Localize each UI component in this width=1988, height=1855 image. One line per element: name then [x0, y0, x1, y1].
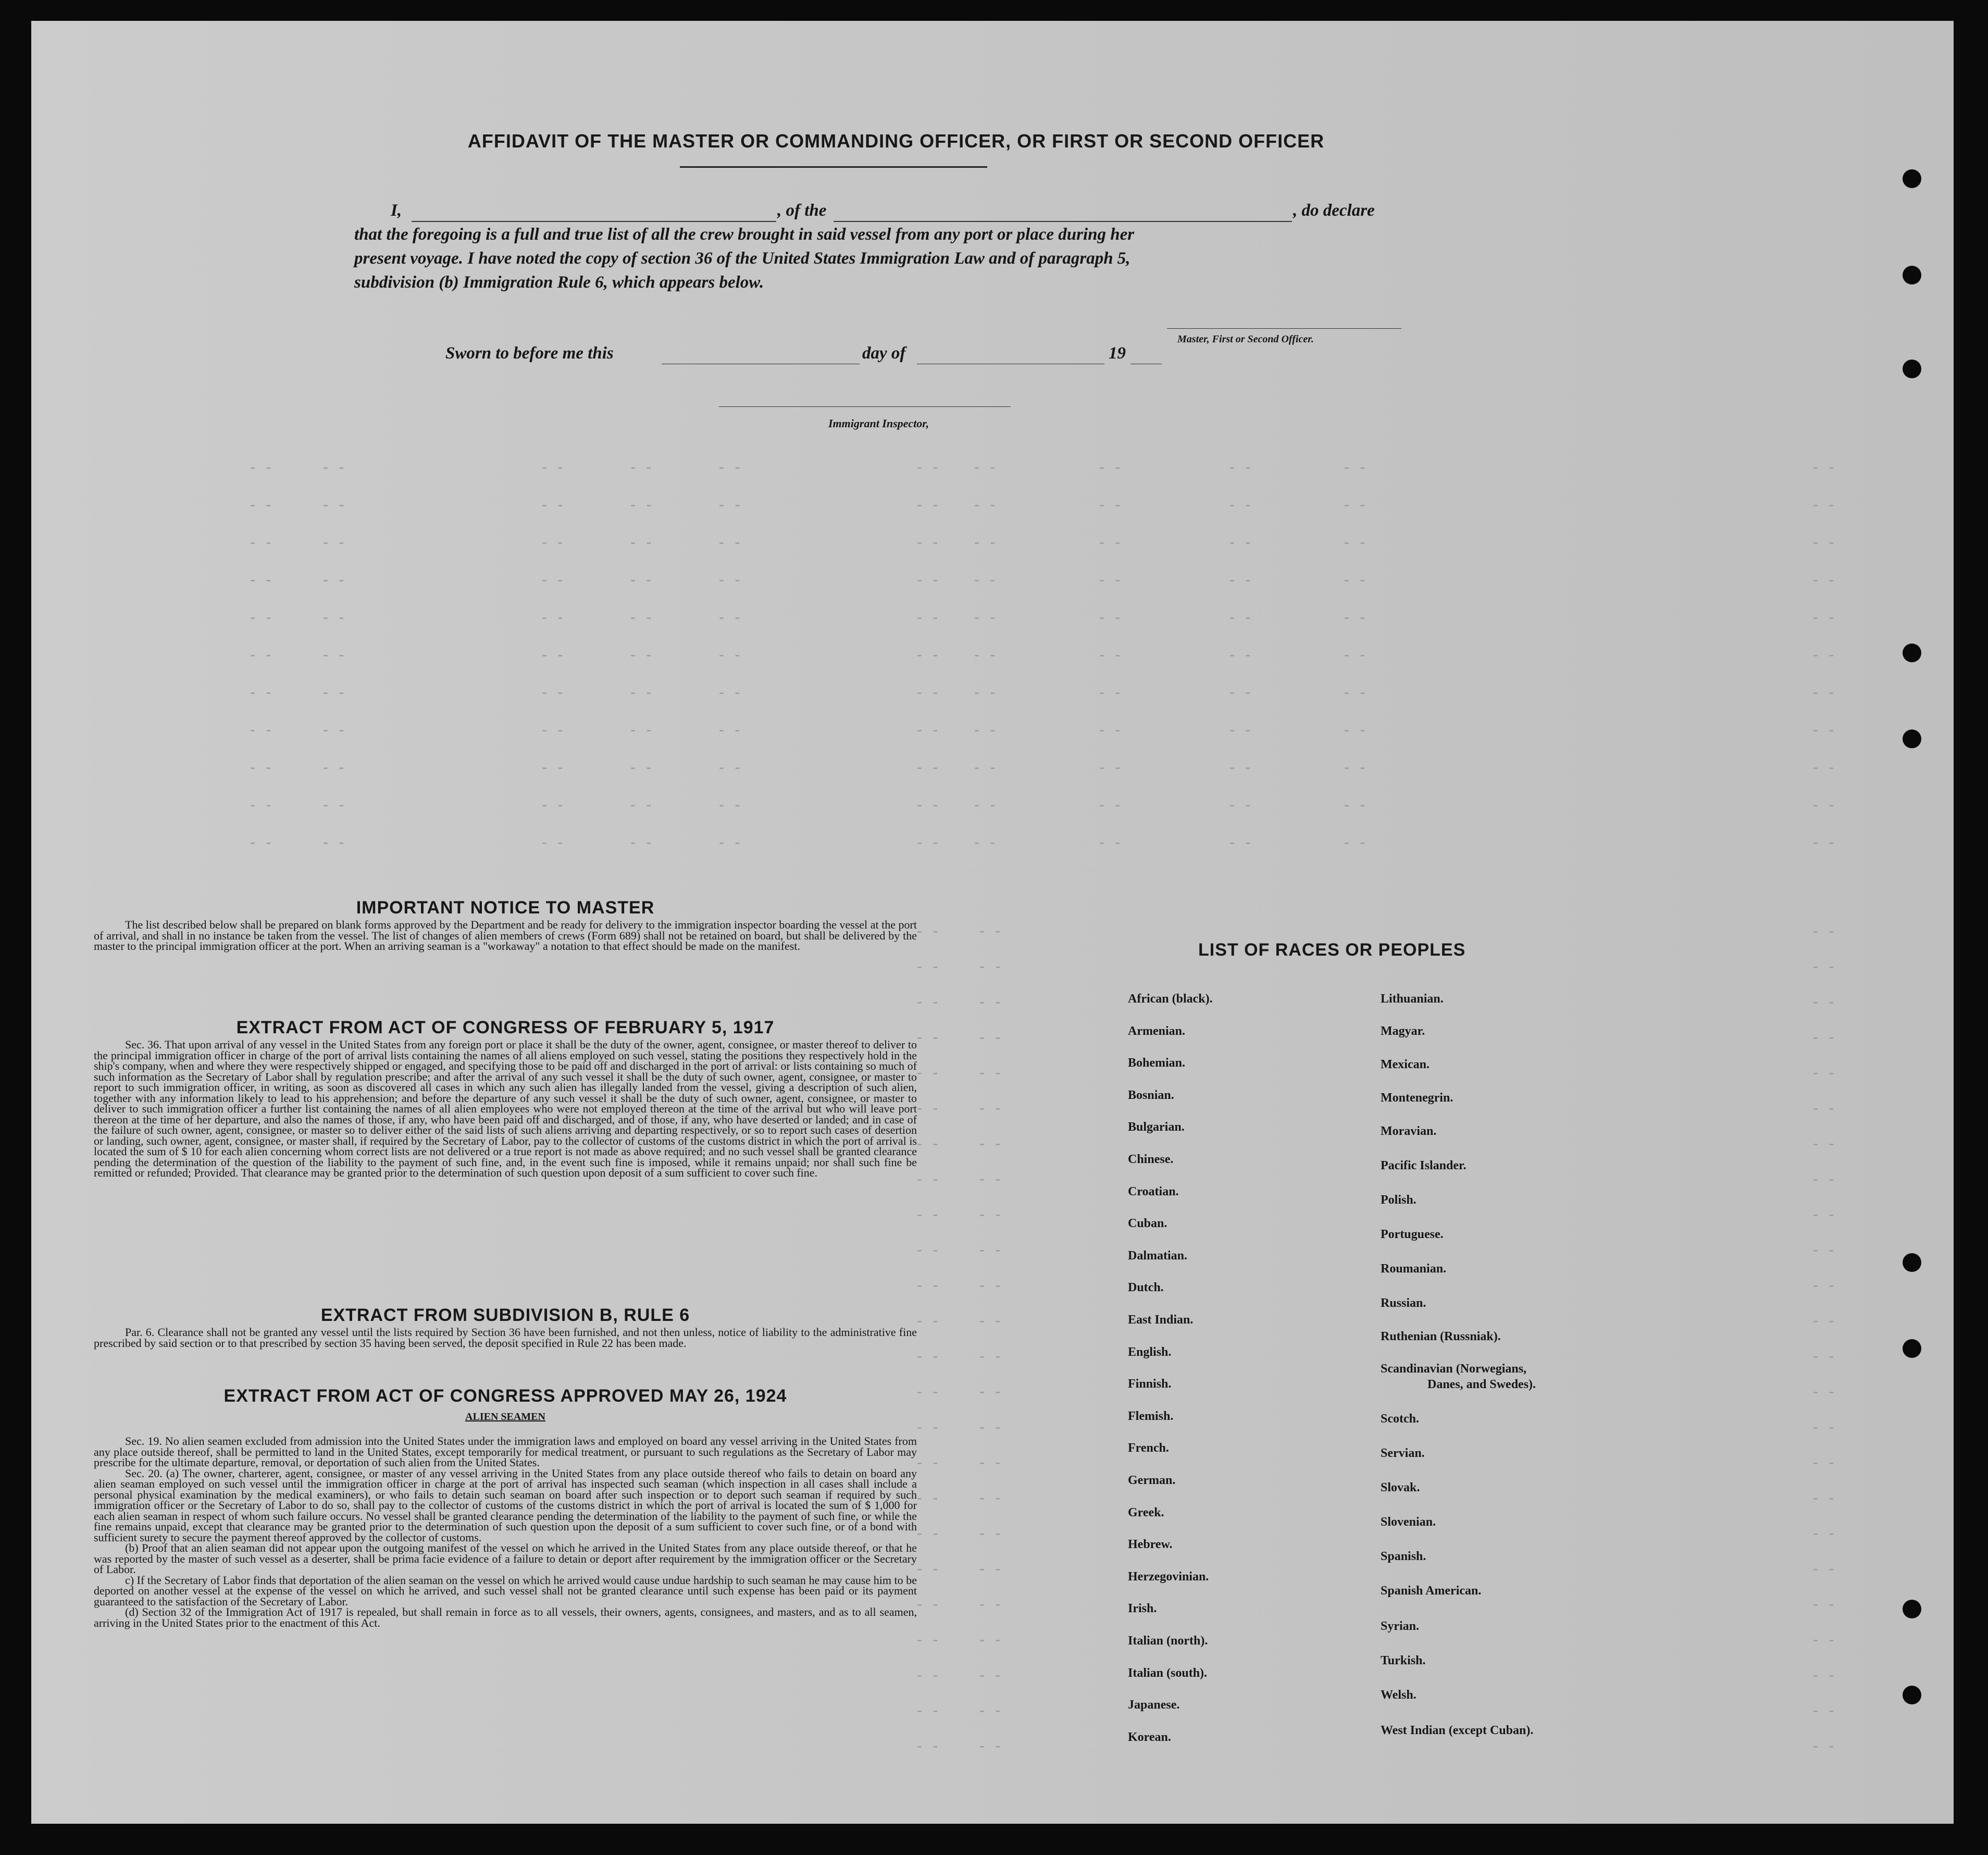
race-entry: Scandinavian (Norwegians, [1381, 1362, 1527, 1376]
ditto-mark: - - [979, 1383, 1004, 1400]
binder-hole [1903, 266, 1921, 285]
ditto-mark: - - [630, 721, 655, 738]
race-entry: Herzegovinian. [1128, 1569, 1209, 1584]
ditto-mark: - - [979, 1737, 1004, 1754]
of-the-text: , of the [777, 201, 827, 220]
race-entry: Bulgarian. [1128, 1120, 1185, 1134]
race-entry: Roumanian. [1381, 1262, 1447, 1276]
ditto-mark: - - [1099, 534, 1124, 551]
ditto-mark: - - [630, 646, 655, 663]
ditto-mark: - - [979, 1560, 1004, 1577]
ditto-mark: - - [979, 1631, 1004, 1648]
ditto-mark: - - [1344, 796, 1369, 813]
ditto-mark: - - [979, 1029, 1004, 1046]
binder-hole [1903, 644, 1921, 662]
ditto-mark: - - [630, 496, 655, 513]
ditto-mark: - - [250, 834, 275, 851]
ditto-mark: - - [974, 646, 999, 663]
ditto-mark: - - [1229, 796, 1254, 813]
title-rule [680, 166, 987, 168]
ditto-mark: - - [719, 796, 743, 813]
ditto-mark: - - [719, 571, 743, 588]
ditto-mark: - - [917, 1596, 941, 1613]
ditto-mark: - - [917, 958, 941, 975]
ditto-mark: - - [719, 459, 743, 476]
ditto-mark: - - [1229, 571, 1254, 588]
ditto-mark: - - [979, 1347, 1004, 1365]
race-entry: Syrian. [1381, 1619, 1420, 1633]
ditto-mark: - - [1813, 1277, 1837, 1294]
race-entry: Finnish. [1128, 1377, 1172, 1391]
race-entry: Mexican. [1381, 1058, 1430, 1071]
ditto-mark: - - [1813, 1206, 1837, 1223]
ditto-mark: - - [542, 834, 566, 851]
ditto-mark: - - [542, 609, 566, 626]
ditto-mark: - - [1813, 1737, 1837, 1754]
ditto-mark: - - [979, 1596, 1004, 1613]
ditto-mark: - - [250, 646, 275, 663]
race-entry: Dalmatian. [1128, 1248, 1187, 1263]
document-page [31, 21, 1954, 1824]
ditto-mark: - - [979, 1525, 1004, 1542]
ditto-mark: - - [917, 1064, 941, 1081]
binder-hole [1903, 1339, 1921, 1358]
sec19-text: Sec. 19. No alien seamen excluded from admission into the United States under the immigration laws and employed on board any vessel arriving in the United States from any place outside thereof, shall be permitted to land in the United States, except temporarily for medical treatment, or pursuant to such regulations as the Secretary of Labor may prescribe for the ultimate departure, removal, or deportation of such alien from the United States. [94, 1434, 917, 1469]
ditto-mark: - - [719, 721, 743, 738]
ditto-mark: - - [1813, 1170, 1837, 1188]
ditto-mark: - - [974, 796, 999, 813]
ditto-mark: - - [1813, 1454, 1837, 1471]
ditto-mark: - - [1813, 1064, 1837, 1081]
ditto-mark: - - [323, 796, 347, 813]
ditto-mark: - - [1099, 759, 1124, 776]
ditto-mark: - - [1344, 571, 1369, 588]
race-entry: Korean. [1128, 1730, 1171, 1744]
race-entry: French. [1128, 1441, 1169, 1455]
vessel-line [834, 221, 1292, 222]
ditto-mark: - - [979, 1241, 1004, 1258]
ditto-mark: - - [974, 721, 999, 738]
notice-text: The list described below shall be prepared on blank forms approved by the Department and be ready for delivery to the immigration inspector boarding the vessel at the port of arrival, and shall in no instance be taken from the vessel. The list of changes of alien members of crews (Form 689) shall not be retained on board, but shall be delivered by the master to the principal immigration officer at the port. When an arriving seaman is a "workaway" a notation to that effect should be made on the manifest. [94, 918, 917, 953]
ditto-mark: - - [979, 1702, 1004, 1719]
ditto-mark: - - [917, 496, 941, 513]
race-entry: Irish. [1128, 1602, 1157, 1616]
ditto-mark: - - [1813, 1418, 1837, 1436]
ditto-mark: - - [1813, 1631, 1837, 1648]
ditto-mark: - - [542, 534, 566, 551]
ditto-mark: - - [250, 571, 275, 588]
sec20c-text: c) If the Secretary of Labor finds that deportation of the alien seaman on the vessel on which he arrived would cause undue hardship to such seaman he may cause him to be deported on another vessel at the expense of the vessel on which he arrived, and such vessel shall not be granted clearance until such expense has been paid or its payment guaranteed to the satisfaction of the Secretary of Labor. [94, 1573, 917, 1608]
ditto-mark: - - [542, 721, 566, 738]
ditto-mark: - - [1344, 496, 1369, 513]
ditto-mark: - - [1813, 1702, 1837, 1719]
ditto-mark: - - [1813, 834, 1837, 851]
race-entry: Russian. [1381, 1296, 1426, 1310]
ditto-mark: - - [917, 1312, 941, 1329]
ditto-mark: - - [979, 1170, 1004, 1188]
ditto-mark: - - [974, 534, 999, 551]
ditto-mark: - - [917, 834, 941, 851]
ditto-mark: - - [979, 922, 1004, 939]
ditto-mark: - - [917, 1277, 941, 1294]
ditto-mark: - - [917, 1135, 941, 1152]
ditto-mark: - - [250, 721, 275, 738]
ditto-mark: - - [917, 1631, 941, 1648]
ditto-mark: - - [917, 1206, 941, 1223]
race-entry: Chinese. [1128, 1153, 1174, 1166]
ditto-mark: - - [542, 796, 566, 813]
ditto-mark: - - [917, 1737, 941, 1754]
race-entry: Hebrew. [1128, 1538, 1173, 1552]
ditto-mark: - - [1229, 646, 1254, 663]
ditto-mark: - - [1813, 1489, 1837, 1506]
rule6-block [94, 1327, 917, 1349]
ditto-mark: - - [323, 721, 347, 738]
ditto-mark: - - [1099, 721, 1124, 738]
ditto-mark: - - [1099, 796, 1124, 813]
extract-1917-title: EXTRACT FROM ACT OF CONGRESS OF FEBRUARY 5, 1917 [236, 1018, 775, 1037]
ditto-mark: - - [1099, 571, 1124, 588]
ditto-mark: - - [250, 796, 275, 813]
ditto-mark: - - [917, 534, 941, 551]
race-entry: East Indian. [1128, 1313, 1194, 1327]
ditto-mark: - - [979, 1099, 1004, 1117]
sec20a-text: Sec. 20. (a) The owner, charterer, agent, consignee, or master of any vessel arriving in the United States from any place outside thereof who fails to detain on board any alien seaman employed on such vessel until the immigration officer in charge at the port of arrival has inspected such seaman (which inspection in all cases shall include a personal physical examination by the medical examiners), or who fails to detain such seaman on board after such inspection or to deport such seaman if required by such immigration officer or the Secretary of Labor to do so, shall pay to the collector of customs of the customs district in which the port of arrival is located the sum of $ 1,000 for each alien seaman in respect of whom such failure occurs. No vessel shall be granted clearance pending the determination of the liability to the payment of such fine, or while the fine remains unpaid, except that clearance may be granted prior to the determination of such question upon the deposit of a sum sufficient to cover such fine, or of a bond with sufficient surety to secure the payment thereof approved by the collector of customs. [94, 1466, 917, 1544]
ditto-mark: - - [542, 759, 566, 776]
notice-block [94, 920, 917, 952]
ditto-mark: - - [1344, 609, 1369, 626]
ditto-mark: - - [917, 1702, 941, 1719]
ditto-mark: - - [719, 684, 743, 701]
ditto-mark: - - [630, 759, 655, 776]
ditto-mark: - - [979, 1135, 1004, 1152]
sec20d-text: (d) Section 32 of the Immigration Act of 1917 is repealed, but shall remain in force as to all vessels, their owners, agents, consignees, and masters, and as to all seamen, arriving in the United States prior to the enactment of this Act. [94, 1605, 917, 1629]
binder-hole [1903, 169, 1921, 188]
ditto-mark: - - [917, 993, 941, 1010]
ditto-mark: - - [323, 459, 347, 476]
ditto-mark: - - [323, 496, 347, 513]
race-entry: West Indian (except Cuban). [1381, 1724, 1534, 1737]
ditto-mark: - - [1229, 759, 1254, 776]
ditto-mark: - - [1813, 993, 1837, 1010]
race-entry: Ruthenian (Russniak). [1381, 1330, 1501, 1343]
ditto-mark: - - [917, 1383, 941, 1400]
ditto-mark: - - [917, 1560, 941, 1577]
ditto-mark: - - [1813, 459, 1837, 476]
ditto-mark: - - [719, 534, 743, 551]
ditto-mark: - - [1813, 759, 1837, 776]
ditto-mark: - - [542, 646, 566, 663]
extract-1924-title: EXTRACT FROM ACT OF CONGRESS APPROVED MAY 26, 1924 [223, 1386, 787, 1406]
ditto-mark: - - [1099, 459, 1124, 476]
ditto-mark: - - [1344, 721, 1369, 738]
ditto-mark: - - [1229, 496, 1254, 513]
day-of-text: day of [862, 344, 906, 363]
ditto-mark: - - [630, 534, 655, 551]
ditto-mark: - - [1813, 496, 1837, 513]
race-entry: Flemish. [1128, 1409, 1174, 1423]
ditto-mark: - - [1229, 459, 1254, 476]
ditto-mark: - - [1813, 1347, 1837, 1365]
ditto-mark: - - [323, 534, 347, 551]
extract-1924-block [94, 1436, 917, 1628]
ditto-mark: - - [1813, 1596, 1837, 1613]
race-entry: African (black). [1128, 992, 1213, 1006]
ditto-mark: - - [979, 1277, 1004, 1294]
ditto-mark: - - [974, 759, 999, 776]
ditto-mark: - - [323, 834, 347, 851]
ditto-mark: - - [1229, 609, 1254, 626]
ditto-mark: - - [974, 496, 999, 513]
ditto-mark: - - [1344, 834, 1369, 851]
declare-text: , do declare [1293, 201, 1375, 220]
ditto-mark: - - [974, 609, 999, 626]
binder-hole [1903, 1686, 1921, 1704]
ditto-mark: - - [630, 459, 655, 476]
race-entry: Armenian. [1128, 1024, 1185, 1038]
ditto-mark: - - [1813, 796, 1837, 813]
race-entry: Magyar. [1381, 1024, 1425, 1038]
ditto-mark: - - [250, 534, 275, 551]
ditto-mark: - - [542, 459, 566, 476]
ditto-mark: - - [917, 1170, 941, 1188]
master-signature-line [1167, 328, 1401, 329]
ditto-mark: - - [917, 459, 941, 476]
ditto-mark: - - [917, 1241, 941, 1258]
ditto-mark: - - [917, 1525, 941, 1542]
ditto-mark: - - [974, 459, 999, 476]
ditto-mark: - - [630, 684, 655, 701]
binder-hole [1903, 1600, 1921, 1618]
race-entry: Cuban. [1128, 1217, 1167, 1231]
binder-hole [1903, 360, 1921, 378]
ditto-mark: - - [979, 1489, 1004, 1506]
ditto-mark: - - [719, 496, 743, 513]
ditto-mark: - - [1099, 684, 1124, 701]
ditto-mark: - - [1813, 1099, 1837, 1117]
ditto-mark: - - [917, 1099, 941, 1117]
ditto-mark: - - [979, 1064, 1004, 1081]
master-caption: Master, First or Second Officer. [1177, 333, 1314, 345]
ditto-mark: - - [1813, 1666, 1837, 1684]
race-entry: German. [1128, 1474, 1176, 1487]
race-entry: Italian (south). [1128, 1666, 1208, 1680]
race-entry: Danes, and Swedes). [1427, 1378, 1536, 1391]
ditto-mark: - - [1099, 646, 1124, 663]
ditto-mark: - - [979, 993, 1004, 1010]
ditto-mark: - - [1813, 646, 1837, 663]
alien-seamen-subtitle: ALIEN SEAMEN [465, 1411, 545, 1423]
race-entry: Lithuanian. [1381, 992, 1444, 1006]
name-line [412, 221, 776, 222]
race-entry: Moravian. [1381, 1124, 1437, 1138]
ditto-mark: - - [719, 609, 743, 626]
ditto-mark: - - [917, 1489, 941, 1506]
ditto-mark: - - [974, 684, 999, 701]
races-title: LIST OF RACES OR PEOPLES [1198, 940, 1466, 960]
race-entry: Japanese. [1128, 1698, 1180, 1712]
ditto-mark: - - [1229, 721, 1254, 738]
ditto-mark: - - [542, 684, 566, 701]
ditto-mark: - - [979, 1312, 1004, 1329]
race-entry: Bohemian. [1128, 1056, 1186, 1070]
ditto-mark: - - [250, 759, 275, 776]
race-entry: Scotch. [1381, 1412, 1419, 1426]
ditto-mark: - - [630, 834, 655, 851]
ditto-mark: - - [917, 796, 941, 813]
affidavit-line-2: that the foregoing is a full and true list of all the crew brought in said vessel from any port or place during her [354, 225, 1135, 244]
race-entry: Croatian. [1128, 1184, 1179, 1198]
sec20b-text: (b) Proof that an alien seaman did not appear upon the outgoing manifest of the vessel on which he arrived in the United States from any place outside thereof, or that he was reported by the master of such vessel as a deserter, shall be prima facie evidence of a failure to detain or deport after requirement by the immigration officer or the Secretary of Labor. [94, 1541, 917, 1576]
race-entry: Italian (north). [1128, 1634, 1208, 1648]
sworn-text: Sworn to before me this [445, 344, 614, 363]
ditto-mark: - - [917, 1454, 941, 1471]
race-entry: Montenegrin. [1381, 1091, 1453, 1105]
ditto-mark: - - [1099, 609, 1124, 626]
ditto-mark: - - [323, 684, 347, 701]
ditto-mark: - - [1813, 721, 1837, 738]
ditto-mark: - - [917, 759, 941, 776]
ditto-mark: - - [974, 834, 999, 851]
year-prefix: 19 [1109, 344, 1126, 363]
race-entry: Spanish American. [1381, 1584, 1482, 1598]
race-entry: Pacific Islander. [1381, 1159, 1467, 1172]
ditto-mark: - - [1813, 1312, 1837, 1329]
ditto-mark: - - [323, 646, 347, 663]
ditto-mark: - - [1344, 534, 1369, 551]
race-entry: Polish. [1381, 1193, 1417, 1207]
ditto-mark: - - [1344, 459, 1369, 476]
ditto-mark: - - [542, 571, 566, 588]
inspector-caption: Immigrant Inspector, [828, 417, 929, 430]
ditto-mark: - - [917, 1347, 941, 1365]
ditto-mark: - - [1813, 684, 1837, 701]
ditto-mark: - - [917, 684, 941, 701]
race-entry: Greek. [1128, 1505, 1164, 1519]
binder-hole [1903, 729, 1921, 748]
ditto-mark: - - [917, 721, 941, 738]
ditto-mark: - - [979, 1206, 1004, 1223]
ditto-mark: - - [323, 609, 347, 626]
ditto-mark: - - [974, 571, 999, 588]
ditto-mark: - - [1813, 958, 1837, 975]
ditto-mark: - - [1099, 496, 1124, 513]
ditto-mark: - - [250, 609, 275, 626]
race-entry: English. [1128, 1345, 1172, 1359]
ditto-mark: - - [542, 496, 566, 513]
ditto-mark: - - [917, 571, 941, 588]
ditto-mark: - - [917, 1418, 941, 1436]
race-entry: Dutch. [1128, 1281, 1164, 1295]
ditto-mark: - - [250, 459, 275, 476]
ditto-mark: - - [630, 571, 655, 588]
race-entry: Turkish. [1381, 1654, 1426, 1667]
race-entry: Portuguese. [1381, 1228, 1444, 1241]
ditto-mark: - - [979, 1418, 1004, 1436]
ditto-mark: - - [979, 1666, 1004, 1684]
ditto-mark: - - [1344, 646, 1369, 663]
ditto-mark: - - [250, 684, 275, 701]
affidavit-title: AFFIDAVIT OF THE MASTER OR COMMANDING OFFICER, OR FIRST OR SECOND OFFICER [467, 130, 1325, 152]
inspector-signature-line [719, 406, 1011, 407]
ditto-mark: - - [1344, 684, 1369, 701]
ditto-mark: - - [979, 1454, 1004, 1471]
ditto-mark: - - [719, 759, 743, 776]
ditto-mark: - - [1229, 534, 1254, 551]
extract-1917-block [94, 1040, 917, 1179]
ditto-mark: - - [1344, 759, 1369, 776]
ditto-mark: - - [323, 759, 347, 776]
ditto-mark: - - [1813, 1525, 1837, 1542]
sec36-text: Sec. 36. That upon arrival of any vessel in the United States from any foreign port or place it shall be the duty of the owner, agent, consignee, or master thereof to deliver to the principal immigration officer in charge of the port of arrival lists containing the names of all aliens employed on such vessel, stating the positions they respectively hold in the ship's company, when and where they were respectively shipped or engaged, and specifying those to be paid off and discharged in the port of arrival: or lists containing so much of such information as the Secretary of Labor shall by regulation prescribe; and after the arrival of any such vessel it shall be the duty of such owner, agent, consignee, or master to report to such immigration officer, in writing, as soon as discovered all cases in which any such alien has illegally landed from the vessel, giving a description of such alien, together with any information likely to lead to his apprehension; and before the departure of any such vessel it shall be the duty of such owner, agent, consignee, or master to deliver to such immigration officer a further list containing the names of all alien employees who were not employed thereon at the time of the arrival but who will leave port thereon at the time of her departure, and also the names of those, if any, who have been paid off and discharged, and of those, if any, who have deserted or landed; and in case of the failure of such owner, agent, consignee, or master so to deliver either of the said lists of such aliens arriving and departing respectively, or so to report such cases of desertion or landing, such owner, agent, consignee, or master shall, if required by the Secretary of Labor, pay to the collector of customs of the customs district in which the port of arrival is located the sum of $ 10 for each alien concerning whom correct lists are not delivered or a true report is not made as above required; and no such vessel shall be granted clearance pending the determination of the question of the liability to the payment of such fine, and, in the event such fine is imposed, while it remains unpaid; nor shall such fine be remitted or refunded; Provided. That clearance may be granted prior to the determination of such question upon deposit of a sum sufficient to cover such fine. [94, 1038, 917, 1179]
affidavit-line-3: present voyage. I have noted the copy of section 36 of the United States Immigration Law and of paragraph 5, [354, 249, 1130, 268]
race-entry: Servian. [1381, 1446, 1425, 1460]
ditto-mark: - - [630, 796, 655, 813]
ditto-mark: - - [917, 922, 941, 939]
ditto-mark: - - [1229, 684, 1254, 701]
race-entry: Slovak. [1381, 1481, 1420, 1494]
ditto-mark: - - [1813, 1241, 1837, 1258]
ditto-mark: - - [1813, 922, 1837, 939]
ditto-mark: - - [917, 1029, 941, 1046]
binder-hole [1903, 1253, 1921, 1272]
par6-text: Par. 6. Clearance shall not be granted any vessel until the lists required by Section 36 have been furnished, and not then unless, notice of liability to the administrative fine prescribed by said section or to that prescribed by section 35 having been served, the deposit specified in Rule 22 has been made. [94, 1326, 917, 1350]
ditto-mark: - - [1229, 834, 1254, 851]
ditto-mark: - - [1813, 1560, 1837, 1577]
ditto-mark: - - [917, 609, 941, 626]
ditto-mark: - - [1813, 571, 1837, 588]
ditto-mark: - - [1813, 534, 1837, 551]
rule6-title: EXTRACT FROM SUBDIVISION B, RULE 6 [320, 1305, 690, 1325]
race-entry: Welsh. [1381, 1688, 1417, 1702]
declarant-i: I, [391, 201, 402, 220]
race-entry: Slovenian. [1381, 1515, 1436, 1529]
ditto-mark: - - [323, 571, 347, 588]
ditto-mark: - - [1813, 609, 1837, 626]
ditto-mark: - - [1813, 1383, 1837, 1400]
ditto-mark: - - [719, 646, 743, 663]
ditto-mark: - - [979, 958, 1004, 975]
ditto-mark: - - [630, 609, 655, 626]
ditto-mark: - - [250, 496, 275, 513]
ditto-mark: - - [917, 1666, 941, 1684]
ditto-mark: - - [719, 834, 743, 851]
notice-title: IMPORTANT NOTICE TO MASTER [356, 898, 655, 918]
race-entry: Spanish. [1381, 1550, 1426, 1563]
affidavit-line-4: subdivision (b) Immigration Rule 6, which appears below. [354, 273, 764, 292]
ditto-mark: - - [917, 646, 941, 663]
ditto-mark: - - [1813, 1135, 1837, 1152]
ditto-mark: - - [1099, 834, 1124, 851]
race-entry: Bosnian. [1128, 1088, 1174, 1102]
ditto-mark: - - [1813, 1029, 1837, 1046]
